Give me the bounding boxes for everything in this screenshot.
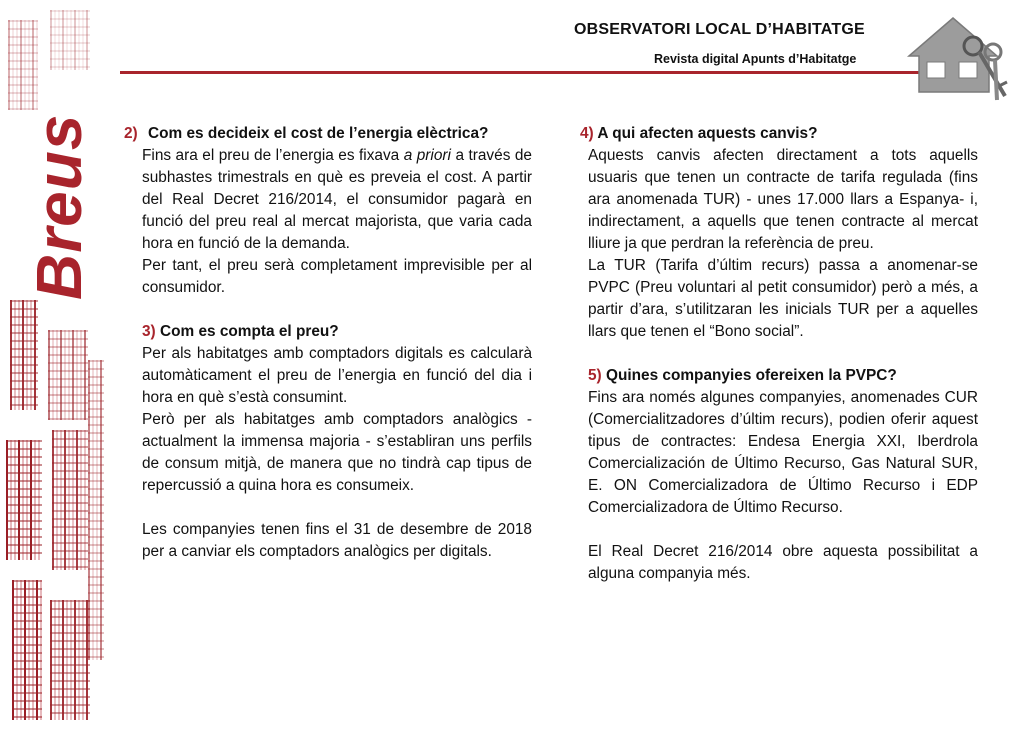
paragraph: Per tant, el preu serà completament imprevisible per al consumidor. (142, 257, 532, 296)
question-4-heading (580, 123, 978, 145)
header-title: OBSERVATORI LOCAL D’HABITATGE (574, 21, 865, 38)
header-divider (120, 71, 946, 74)
emphasis-text: a priori (403, 147, 451, 164)
paragraph: Fins ara el preu de l’energia es fixava a priori a través de subhastes trimestrals en què es preveia el cost. A partir del Real Decret 216/2014, el consumidor pagarà en funció del preu real al mercat majorista, que varia cada hora en funció de la demanda. (142, 147, 532, 252)
question-number: 4) (580, 125, 594, 142)
question-2-heading (124, 123, 532, 145)
question-3-heading (142, 321, 532, 343)
question-title: Com es decideix el cost de l’energia elèctrica? (148, 125, 489, 142)
paragraph: El Real Decret 216/2014 obre aquesta possibilitat a alguna companyia més. (588, 543, 978, 582)
question-title: A qui afecten aquests canvis? (597, 125, 818, 142)
question-5-heading (588, 365, 978, 387)
question-number: 3) (142, 323, 156, 340)
left-column (124, 123, 532, 563)
question-title: Quines companyies ofereixen la PVPC? (605, 367, 897, 384)
question-number: 2) (124, 125, 138, 142)
paragraph: La TUR (Tarifa d’últim recurs) passa a anomenar-se PVPC (Preu voluntari al petit consumidor) però a més, a partir d’ara, s’utilitzaran les inicials TUR per a aquelles llars que tenen el “Bono social”. (588, 257, 978, 340)
paragraph: Aquests canvis afecten directament a tots aquells usuaris que tenen un contracte de tarifa regulada (fins ara anomenada TUR) - unes 17.000 llars a Espanya- i, indirectament, a aquells que tenen contracte al mercat lliure ja que perdran la referència de preu. (588, 147, 978, 252)
question-title: Com es compta el preu? (159, 323, 339, 340)
section-label-breus: Breus (23, 113, 95, 300)
right-column (580, 123, 978, 585)
paragraph: Fins ara només algunes companyies, anomenades CUR (Comercialitzadores d’últim recurs), podien oferir aquest tipus de contractes: Endesa Energia XXI, Iberdrola Comercialización de Último Recurso, Gas Natural SUR, E. ON Comercializadora de Último Recurso i EDP Comercializadora de Último Recurso. (588, 389, 978, 516)
paragraph: Les companyies tenen fins el 31 de desembre de 2018 per a canviar els comptadors analògics per digitals. (142, 521, 532, 560)
house-with-keys-icon (905, 12, 1015, 104)
header-subtitle: Revista digital Apunts d’Habitatge (654, 52, 857, 66)
question-number: 5) (588, 367, 602, 384)
paragraph: Per als habitatges amb comptadors digitals es calcularà automàticament el preu de l’energia en funció del dia i hora en què s’està consumint. (142, 345, 532, 406)
decorative-stripe-band (0, 0, 110, 732)
paragraph: Però per als habitatges amb comptadors analògics - actualment la immensa majoria - s’establiran uns perfils de consum mitjà, de manera que no tindrà cap tipus de repercussió a quina hora es consumeix. (142, 411, 532, 494)
